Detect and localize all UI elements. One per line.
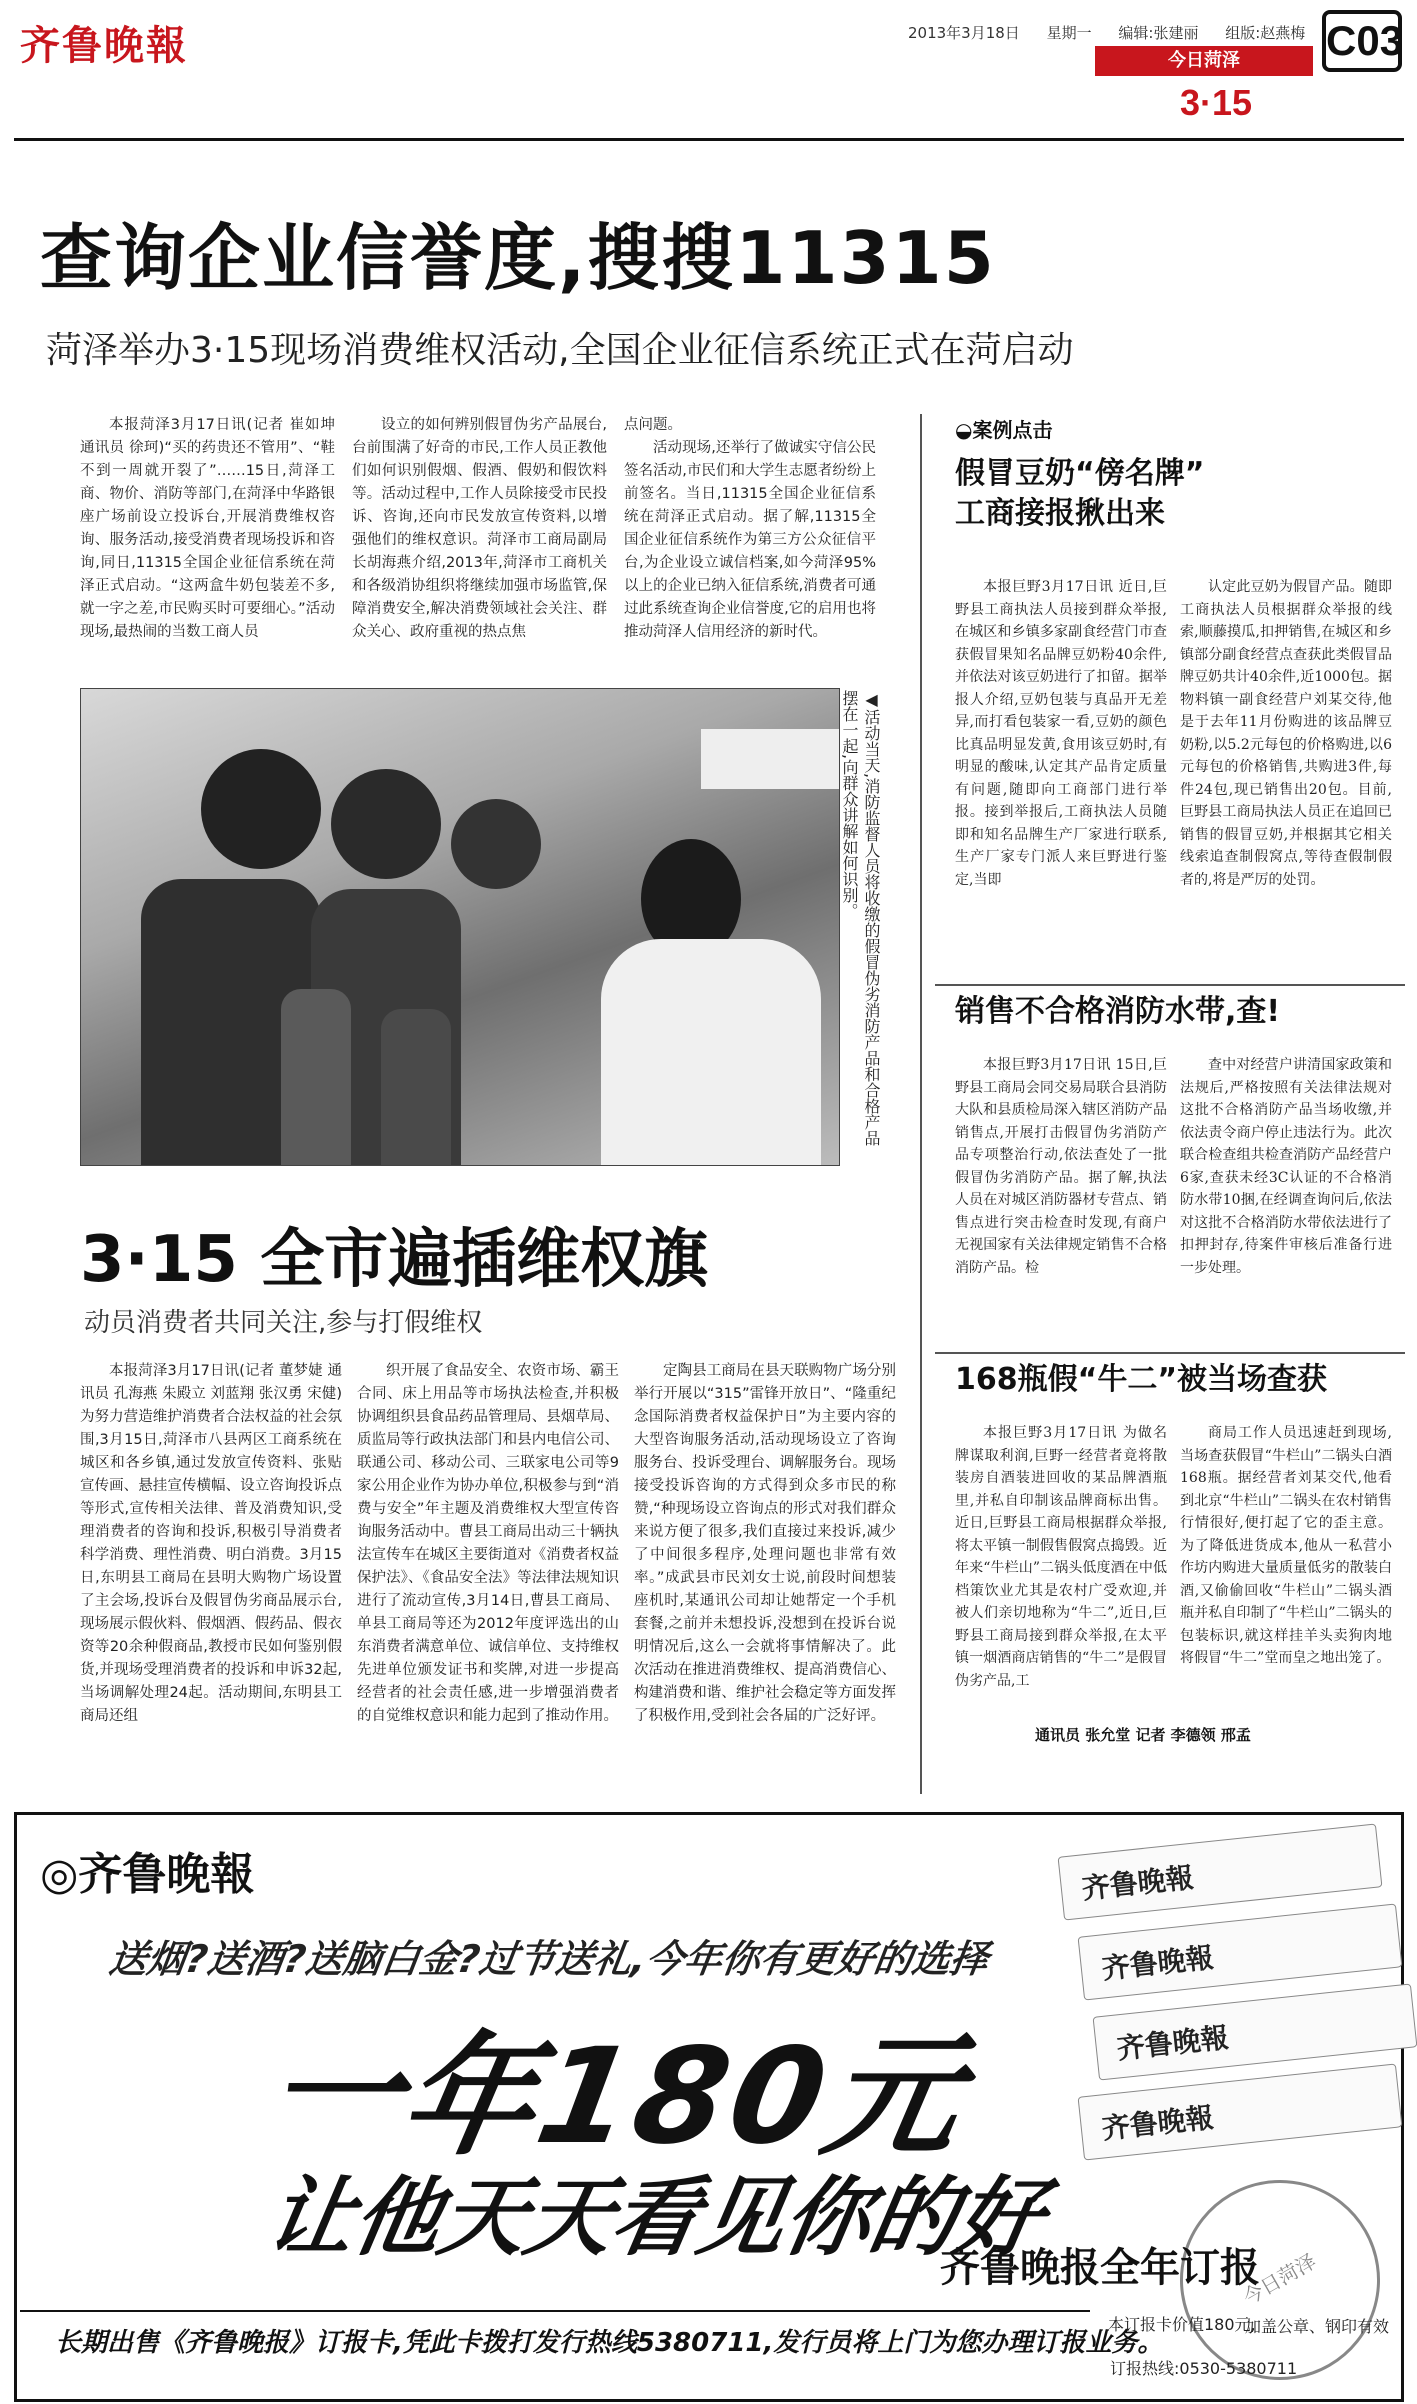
ad-price-headline: 一年180元 — [254, 2020, 978, 2174]
main-headline: 查询企业信誉度,搜搜11315 — [40, 216, 996, 300]
issue-date: 2013年3月18日 — [908, 24, 1020, 42]
section-label: 今日菏泽 — [1095, 46, 1313, 76]
editor-credit: 编辑:张建丽 — [1118, 24, 1199, 42]
story3-title: 168瓶假“牛二”被当场查获 — [955, 1362, 1328, 1397]
layout-credit: 组版:赵燕梅 — [1225, 24, 1306, 42]
section-date: 3·15 — [1180, 82, 1253, 123]
main-col-1: 本报菏泽3月17日讯(记者 崔如坤 通讯员 徐珂)“买的药贵还不管用”、“鞋不到一周就开裂了”……15日,菏泽工商、物价、消防等部门,在菏泽中华路银座广场前设立投诉台,开展消费维权咨询、服务活动,接受消费者现场投诉和咨询,同日,11315全国企业征信系统在菏泽正式启动。“这两盒牛奶包装差不多,就一字之差,市民购买时可要细心。”活动现场,最热闹的当数工商人员 — [80, 417, 335, 640]
second-col-3: 定陶县工商局在县天联购物广场分别举行开展以“315”雷锋开放日”、“隆重纪念国际消费者权益保护日”为主要内容的大型咨询服务活动,活动现场设立了咨询服务台、投诉受理台、调解服务台。现场接受投诉咨询的方式得到众多市民的称赞,“种现场设立咨询点的形式对我们群众来说方便了很多,我们直接过来投诉,减少了中间很多程序,处理问题也非常有效率。”成武县市民刘女士说,前段时间想装座机时,某通讯公司却让她帮定一个手机套餐,之前并未想投诉,没想到在投诉台说明情况后,这么一会就将事情解决了。此次活动在推进消费维权、提高消费信心、构建消费和谐、维护社会稳定等方面发挥了积极作用,受到社会各届的广泛好评。 — [634, 1363, 896, 1724]
ad-tagline: 让他天天看见你的好 — [259, 2168, 1052, 2268]
second-subhead: 动员消费者共同关注,参与打假维权 — [84, 1308, 483, 1338]
story1-col-a: 本报巨野3月17日讯 近日,巨野县工商执法人员接到群众举报,在城区和乡镇多家副食经营门市查获假冒果知名品牌豆奶粉40余件,并依法对该豆奶进行了扣留。据举报人介绍,豆奶包装与真品开无差异,而打看包装家一看,豆奶的颜色比真品明显发黄,食用该豆奶时,有明显的酸味,认定其产品肯定质量有问题,随即向工商部门进行举报。接到举报后,工商执法人员随即和知名品牌生产厂家进行联系,生产厂家专门派人来巨野进行鉴定,当即 — [955, 579, 1167, 888]
ad-slogan: 送烟?送酒?送脑白金?过节送礼,今年你有更好的选择 — [106, 1937, 992, 1981]
story2-col-b: 查中对经营户讲清国家政策和法规后,严格按照有关法律法规对这批不合格消防产品当场收缴,并依法责令商户停止违法行为。此次联合检查组共检查消防产品经营户6家,查获未经3C认证的不合格消防水带10捆,在经调查询问后,依法对这批不合格消防水带依法进行了扣押封存,待案件审核后准备行进一步处理。 — [1180, 1057, 1392, 1276]
ad-card-validity: 加盖公章、钢印有效 — [1245, 2317, 1390, 2336]
issue-weekday: 星期一 — [1046, 24, 1092, 42]
masthead: 齐鲁晚報 — [20, 22, 188, 69]
ad-card-1: 齐鲁晚報 — [1058, 1823, 1383, 1920]
header-divider — [14, 138, 1404, 141]
ad-subscribe-label: 齐鲁晚报全年订报 — [940, 2245, 1260, 2291]
sidebar-divider-1 — [935, 984, 1405, 986]
sidebar-byline: 通讯员 张允堂 记者 李德领 邢孟 — [1035, 1726, 1251, 1744]
story2-col-a: 本报巨野3月17日讯 15日,巨野县工商局会同交易局联合县消防大队和县质检局深入辖区消防产品销售点,开展打击假冒伪劣消防产品专项整治行动,依法查处了一批假冒伪劣消防产品。据了解,执法人员在对城区消防器材专营点、销售点进行突击检查时发现,有商户无视国家有关法律规定销售不合格消防产品。检 — [955, 1057, 1167, 1276]
main-col-3: 点问题。 活动现场,还举行了做诚实守信公民签名活动,市民们和大学生志愿者纷纷上前签名。当日,11315全国企业征信系统在菏泽正式启动。据了解,11315全国企业征信系统作为第三方公众征信平台,为企业设立诚信档案,如今菏泽95%以上的企业已纳入征信系统,消费者可通过此系统查询企业信誉度,它的启用也将推动菏泽人信用经济的新时代。 — [624, 414, 876, 676]
ad-card-4: 齐鲁晚報 — [1078, 2063, 1403, 2160]
ad-stamp: 今日菏泽 — [1143, 2143, 1416, 2404]
sidebar-rule — [920, 414, 922, 1794]
main-col-3-lead: 点问题。 — [624, 417, 682, 433]
ad-card-3: 齐鲁晚報 — [1093, 1983, 1417, 2080]
story1-col-b: 认定此豆奶为假冒产品。随即工商执法人员根据群众举报的线索,顺藤摸瓜,扣押销售,在城区和乡镇部分副食经营点查获此类假冒品牌豆奶共计40余件,近1000包。据物料镇一副食经营户刘某交待,他是于去年11月份购进的该品牌豆奶粉,以5.2元每包的价格购进,以6元每包的价格销售,共购进3件,每件24包,现已销售出20包。目前,巨野县工商局执法人员正在追回已销售的假冒豆奶,并根据其它相关线索追查制假窝点,等待查假制假者的,将是严厉的处罚。 — [1180, 579, 1392, 888]
sidebar-divider-2 — [935, 1352, 1405, 1354]
ad-card-2: 齐鲁晚報 — [1078, 1903, 1403, 2000]
page-number: C03 — [1322, 10, 1402, 72]
logo-mark-icon: ◎ — [40, 1849, 79, 1900]
ad-card-value: 本订报卡价值180元, — [1108, 2315, 1256, 2334]
story2-title: 销售不合格消防水带,查! — [955, 994, 1281, 1029]
main-col-2: 设立的如何辨别假冒伪劣产品展台,台前围满了好奇的市民,工作人员正教他们如何识别假烟、假酒、假奶和假饮料等。活动过程中,工作人员除接受市民投诉、咨询,还向市民发放宣传资料,以增强他们的维权意识。菏泽市工商局副局长胡海燕介绍,2013年,菏泽市工商机关和各级消协组织将继续加强市场监管,保障消费安全,解决消费领域社会关注、群众关心、政府重视的热点焦 — [352, 417, 607, 640]
story3-col-a: 本报巨野3月17日讯 为做名牌谋取利润,巨野一经营者竟将散装房自酒装进回收的某品牌酒瓶里,并私自印制该品牌商标出售。近日,巨野县工商局根据群众举报,将太平镇一制假售假窝点捣毁。近年来“牛栏山”二锅头低度酒在中低档策饮业尤其是农村广受欢迎,并被人们亲切地称为“牛二”,近日,巨野县工商局接到群众举报,在太平镇一烟酒商店销售的“牛二”是假冒伪劣产品,工 — [955, 1425, 1167, 1689]
issue-meta — [908, 22, 1327, 43]
sidebar-tag: ◒案例点击 — [955, 418, 1053, 442]
photo-caption: ◀活动当天,消防监督人员将收缴的假冒伪劣消防产品和合格产品摆在一起,向群众讲解如何识别。 — [840, 690, 881, 1147]
second-headline: 3·15 全市遍插维权旗 — [80, 1223, 709, 1297]
second-col-1: 本报菏泽3月17日讯(记者 董梦婕 通讯员 孔海燕 朱殿立 刘蓝翔 张汉勇 宋健)为努力营造维护消费者合法权益的社会氛围,3月15日,菏泽市八县两区工商系统在城区和各乡镇,通过发放宣传资料、张贴宣传画、悬挂宣传横幅、设立咨询投诉点等形式,宣传相关法律、普及消费知识,受理消费者的咨询和投诉,积极引导消费者科学消费、理性消费、明白消费。3月15日,东明县工商局在县明大购物广场设置了主会场,投诉台及假冒伪劣商品展示台,现场展示假伙料、假烟酒、假药品、假衣资等20余种假商品,教授市民如何鉴别假货,并现场受理消费者的投诉和申诉32起,当场调解处理24起。活动期间,东明县工商局还组 — [80, 1363, 342, 1724]
ad-logo: ◎齐鲁晚報 — [40, 1849, 255, 1900]
ad-hotline-text: 长期出售《齐鲁晚报》订报卡,凭此卡拨打发行热线5380711,发行员将上门为您办理订报业务。 — [55, 2328, 1164, 2358]
second-col-2: 织开展了食品安全、农资市场、霸王合同、床上用品等市场执法检查,并积极协调组织县食品药品管理局、县烟草局、质监局等行政执法部门和县内电信公司、联通公司、移动公司、三联家电公司等9家公用企业作为协办单位,积极参与到“消费与安全”年主题及消费维权大型宣传咨询服务活动中。曹县工商局出动三十辆执法宣传车在城区主要街道对《消费者权益保护法》、《食品安全法》等法律法规知识进行了流动宣传,3月14日,曹县工商局、单县工商局等还为2012年度评选出的山东消费者满意单位、诚信单位、支持维权先进单位颁发证书和奖牌,对进一步提高经营者的社会责任感,进一步增强消费者的自觉维权意识和能力起到了推动作用。 — [357, 1363, 619, 1724]
ad-hotline: 订报热线:0530-5380711 — [1110, 2359, 1298, 2378]
story1-title: 假冒豆奶“傍名牌” 工商接报揪出来 — [955, 456, 1205, 531]
story3-col-b: 商局工作人员迅速赶到现场,当场查获假冒“牛栏山”二锅头白酒168瓶。据经营者刘某交代,他看到北京“牛栏山”二锅头在农村销售行情很好,便打起了它的歪主意。为了降低进货成本,他从一私营小作坊内购进大量质量低劣的散装白酒,又偷偷回收“牛栏山”二锅头酒瓶并私自印制了“牛栏山”二锅头的包装标识,就这样挂羊头卖狗肉地将假冒“牛二”堂而皇之地出笼了。 — [1180, 1425, 1392, 1666]
main-subhead: 菏泽举办3·15现场消费维权活动,全国企业征信系统正式在菏启动 — [46, 330, 1074, 371]
news-photo — [80, 688, 840, 1166]
case-icon: ◒ — [955, 418, 973, 442]
